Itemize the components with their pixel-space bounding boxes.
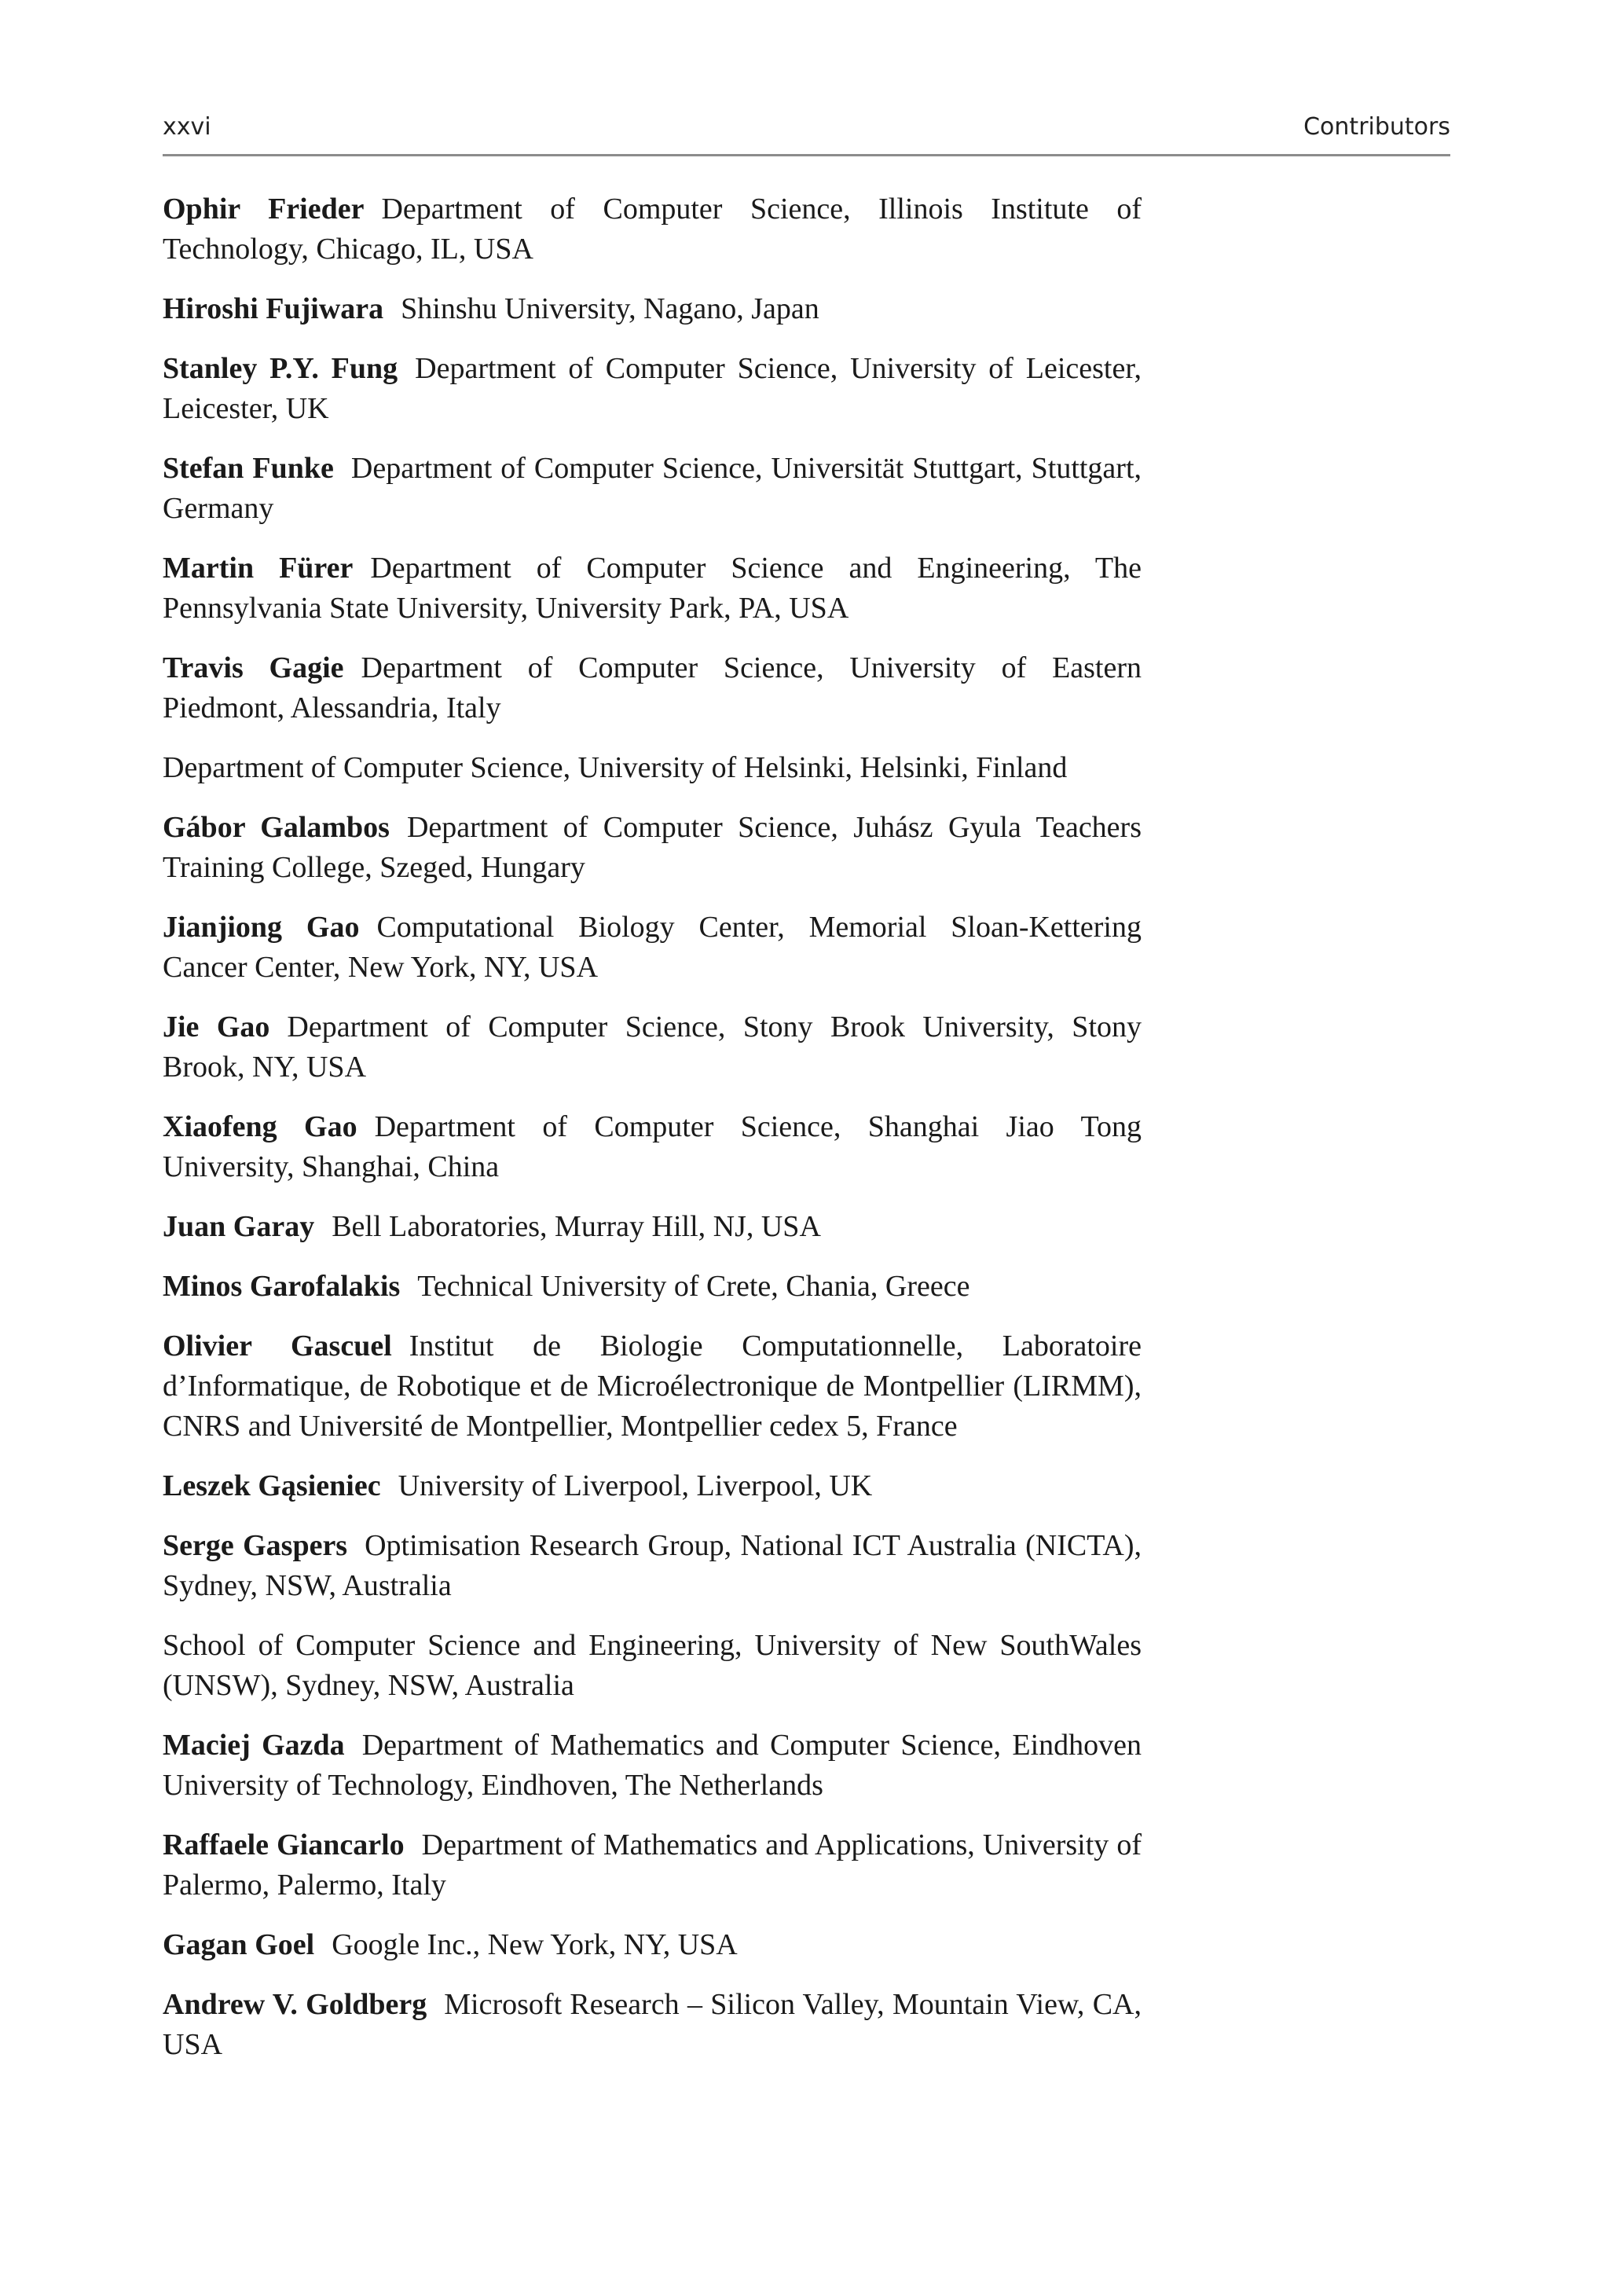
contributor-entry	[163, 189, 1142, 270]
contributor-affiliation: School of Computer Science and Engineering, University of New SouthWales (UNSW), Sydney, NSW, Australia	[163, 1629, 1142, 1702]
contributor-name: Ophir Frieder	[163, 193, 365, 226]
contributor-name: Jianjiong Gao	[163, 911, 360, 944]
contributor-name: Serge Gaspers	[163, 1529, 348, 1562]
contributor-affiliation: Department of Computer Science, University of Leicester, Leicester, UK	[163, 352, 1142, 425]
contributor-entry	[163, 349, 1142, 429]
contributor-affiliation: Department of Mathematics and Computer Science, Eindhoven University of Technology, Eindhoven, The Netherlands	[163, 1729, 1142, 1802]
contributor-entry	[163, 1207, 1142, 1247]
contributor-name: Hiroshi Fujiwara	[163, 292, 384, 325]
contributor-affiliation: Shinshu University, Nagano, Japan	[401, 292, 819, 325]
contributor-entry	[163, 449, 1142, 529]
contributor-affiliation: Bell Laboratories, Murray Hill, NJ, USA	[332, 1210, 821, 1243]
contributor-affiliation: Technical University of Crete, Chania, Greece	[417, 1270, 970, 1303]
contributor-entry	[163, 1466, 1142, 1506]
contributor-affiliation: Department of Computer Science, University of Helsinki, Helsinki, Finland	[163, 751, 1068, 784]
contributor-entry	[163, 908, 1142, 988]
contributor-entry	[163, 1825, 1142, 1905]
contributor-entry	[163, 1526, 1142, 1606]
contributor-entry	[163, 548, 1142, 629]
contributor-name: Juan Garay	[163, 1210, 315, 1243]
section-title: Contributors	[1303, 113, 1450, 141]
contributor-entry	[163, 1267, 1142, 1307]
contributor-affiliation: Department of Computer Science, Stony Brook University, Stony Brook, NY, USA	[163, 1010, 1142, 1084]
contributor-affiliation: Department of Computer Science, University of Eastern Piedmont, Alessandria, Italy	[163, 651, 1142, 724]
contributor-entry	[163, 289, 1142, 329]
contributor-affiliation: Optimisation Research Group, National ICT Australia (NICTA), Sydney, NSW, Australia	[163, 1529, 1142, 1602]
contributor-affiliation: Department of Mathematics and Applications, University of Palermo, Palermo, Italy	[163, 1828, 1142, 1902]
contributor-affiliation: Google Inc., New York, NY, USA	[332, 1928, 738, 1961]
contributor-name: Gagan Goel	[163, 1928, 315, 1961]
running-head	[163, 107, 1450, 156]
contributor-entry	[163, 1326, 1142, 1447]
contributor-entry	[163, 1726, 1142, 1806]
contributor-name: Raffaele Giancarlo	[163, 1828, 405, 1861]
contributor-entry-continued	[163, 748, 1142, 788]
contributor-affiliation: Department of Computer Science, Shanghai Jiao Tong University, Shanghai, China	[163, 1110, 1142, 1183]
contributor-name: Andrew V. Goldberg	[163, 1988, 427, 2021]
contributor-name: Stefan Funke	[163, 452, 334, 485]
contributor-affiliation: Department of Computer Science, Illinois Institute of Technology, Chicago, IL, USA	[163, 193, 1142, 266]
contributor-entry	[163, 1925, 1142, 1965]
contributor-entry	[163, 1985, 1142, 2065]
contributor-affiliation: Microsoft Research – Silicon Valley, Mountain View, CA, USA	[163, 1988, 1142, 2061]
contributor-name: Xiaofeng Gao	[163, 1110, 357, 1143]
contributor-name: Martin Fürer	[163, 552, 354, 585]
contributor-name: Olivier Gascuel	[163, 1330, 392, 1363]
page-number: xxvi	[163, 113, 211, 141]
contributor-name: Stanley P.Y. Fung	[163, 352, 398, 385]
contributor-entry	[163, 808, 1142, 888]
contributor-affiliation: Computational Biology Center, Memorial Sloan-Kettering Cancer Center, New York, NY, USA	[163, 911, 1142, 984]
contributor-affiliation: University of Liverpool, Liverpool, UK	[398, 1469, 873, 1502]
contributor-name: Gábor Galambos	[163, 811, 390, 844]
contributor-entry	[163, 1107, 1142, 1187]
contributor-affiliation: Institut de Biologie Computationnelle, Laboratoire d’Informatique, de Robotique et de Microélectronique de Montpellier (LIRMM), CNRS and Université de Montpellier, Montpellier cedex 5, France	[163, 1330, 1142, 1443]
contributor-affiliation: Department of Computer Science, Universität Stuttgart, Stuttgart, Germany	[163, 452, 1142, 525]
contributor-entry-continued	[163, 1626, 1142, 1706]
contributor-name: Jie Gao	[163, 1010, 270, 1043]
contributor-list	[163, 189, 1142, 2085]
contributor-name: Leszek Gąsieniec	[163, 1469, 381, 1502]
contributor-name: Maciej Gazda	[163, 1729, 345, 1762]
contributor-affiliation: Department of Computer Science, Juhász Gyula Teachers Training College, Szeged, Hungary	[163, 811, 1142, 884]
contributor-name: Minos Garofalakis	[163, 1270, 401, 1303]
contributor-entry	[163, 648, 1142, 728]
contributor-affiliation: Department of Computer Science and Engineering, The Pennsylvania State University, University Park, PA, USA	[163, 552, 1142, 625]
contributor-entry	[163, 1007, 1142, 1087]
contributor-name: Travis Gagie	[163, 651, 344, 684]
